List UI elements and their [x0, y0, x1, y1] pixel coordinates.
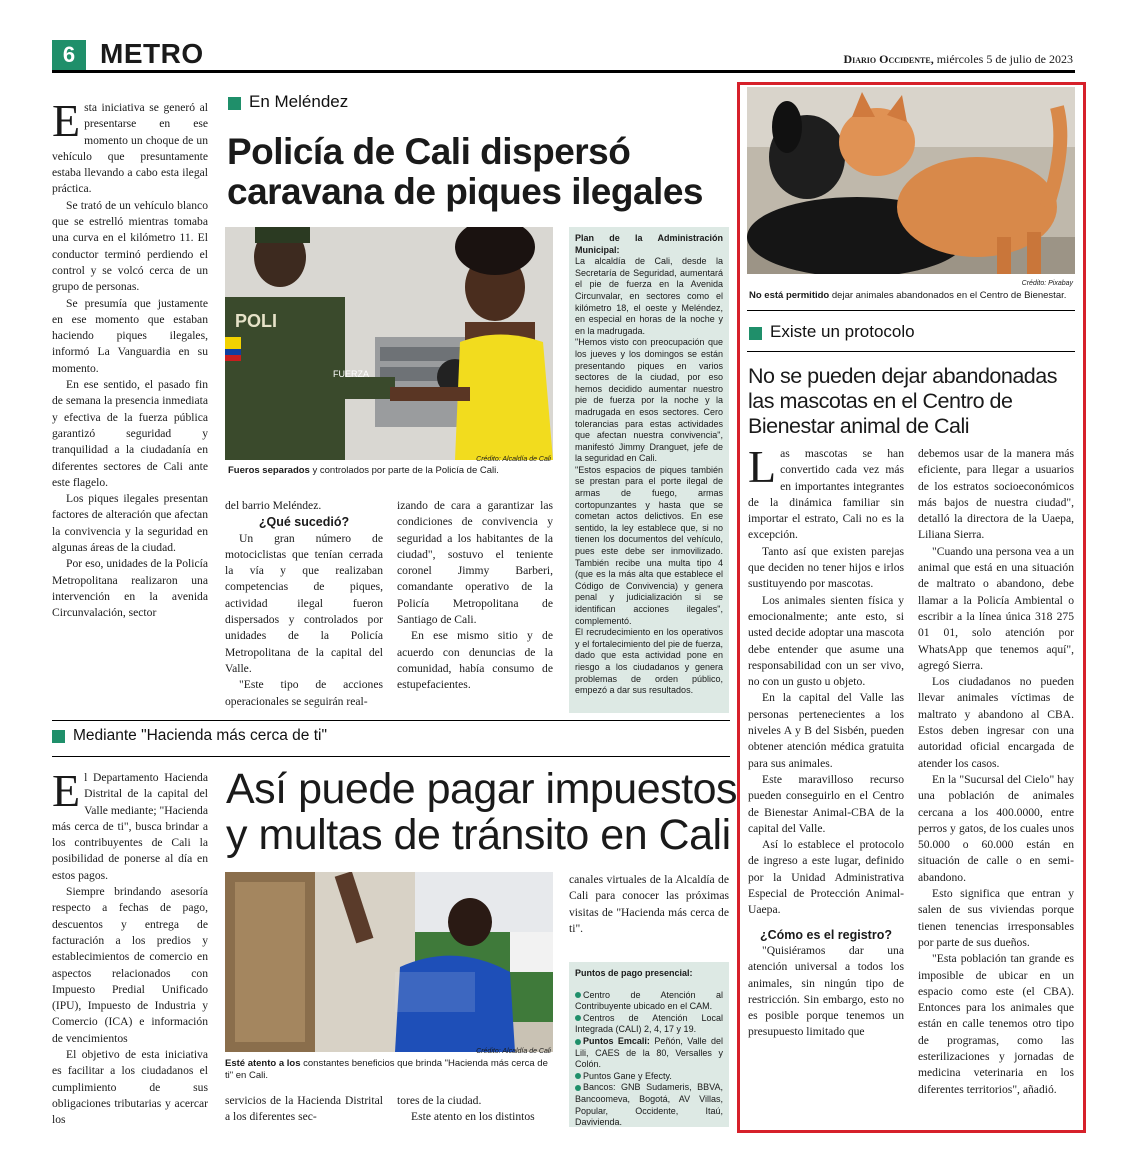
hacienda-photo-illustration: [225, 872, 553, 1052]
story3-headline: No se pueden dejar abandonadas las mascotas en el Centro de Bienestar animal de Cali: [748, 364, 1057, 438]
story1-subhead: ¿Qué sucedió?: [258, 515, 350, 530]
kicker-square-icon: [749, 327, 762, 340]
story1-photo-credit: Crédito: Alcaldía de Cali: [476, 456, 551, 463]
story3-col1: Las mascotas se han convertido cada vez más en importantes integrantes de la dinámica familiar sin importar el estrato, Cali no es la excepción. Tanto así que existen parejas que deciden no tener hijos e irlos sustituyendo por mascotas. Los animales sienten física y emocionalmente; ante esto, si usted decide adoptar una mascota debe entender que asume una responsabilidad con un ser vivo, no con un gusto u objeto. En la capital del Valle las personas pertenecientes a los niveles A y B del Sisbén, pueden obtener atención médica gratuita para sus animales. Este maravilloso recurso pueden conseguirlo en el Centro de Bienestar Animal-CBA de la capital del Valle. Así lo establece el protocolo de ingreso a este lugar, definido por la Unidad Administrativa Especial de Protección Animal-Uaepa. ¿Cómo es el registro? "Quisiéramos dar una atención universal a todos los animales, sin ningún tipo de restricción. Sin embargo, esto no es posible porque tenemos un presupuesto limitado que: [748, 441, 904, 1039]
payment-point-item: Puntos Gane y Efecty.: [575, 1071, 723, 1083]
story1-mid-column: del barrio Meléndez. ¿Qué sucedió? Un gran número de motociclistas que tenían cerrada la vía y que realizaban competencias de piques, actividad ilegal fueron dispersados y controlados por unidades de la Policía Metropolitana de la capital del Valle. "Este tipo de acciones operacionales se seguirán real-: [225, 499, 383, 708]
story2-right-column: canales virtuales de la Alcaldía de Cali para conocer las próximas visitas de "Hacienda más cerca de ti".: [569, 873, 729, 935]
bullet-icon: [575, 992, 581, 998]
story3-kicker: Existe un protocolo: [749, 322, 915, 342]
payment-point-item: Bancos: GNB Sudameris, BBVA, Bancoomeva, Bogotá, AV Villas, Popular, Occidente, Itaú, Davivienda.: [575, 1082, 723, 1128]
story3-kicker-rule: [747, 351, 1075, 352]
masthead-date: [843, 52, 1073, 67]
issue-date: miércoles 5 de julio de 2023: [936, 52, 1073, 66]
hacienda-photo: [225, 872, 553, 1052]
bullet-icon: [575, 1085, 581, 1091]
police-photo-illustration: [225, 227, 553, 460]
page-number: 6: [62, 42, 76, 67]
page-number-badge: [52, 40, 86, 70]
payment-point-item: Centro de Atención al Contribuyente ubicado en el CAM.: [575, 989, 723, 1012]
story2-kicker-rule: [52, 756, 730, 757]
header-rule: [52, 70, 1075, 73]
newspaper-name: Diario Occidente,: [843, 52, 934, 66]
pets-photo-illustration: [747, 87, 1075, 274]
story1-left-column: Esta iniciativa se generó al presentarse en ese momento un choque de un vehículo que presuntamente estaba llevando a cabo esta ilegal práctica. Se trató de un vehículo blanco que se estrelló mientras tomaba una curva en el kilómetro 11. El conductor terminó perdiendo el control y se volcó cerca de un grupo de personas. Se presumía que justamente en ese momento que estaban haciendo piques ilegales, informó La Vanguardia en su momento. En ese sentido, el pasado fin de semana la presencia inmediata y efectiva de la fuerza pública garantizó seguridad y tranquilidad a la ciudadanía en diferentes sectores de Cali ante este flagelo. Los piques ilegales presentan factores de alteración que afectan la convivencia y la seguridad en algunas áreas de la ciudad. Por eso, unidades de la Policía Metropolitana realizaron una intervención en la avenida Circunvalación, sector: [52, 95, 208, 620]
story3-caption-rule: [747, 310, 1075, 311]
story1-headline: Policía de Cali dispersó caravana de piques ilegales: [227, 131, 703, 212]
payment-point-item: Centros de Atención Local Integrada (CALI) 2, 4, 17 y 19.: [575, 1012, 723, 1035]
story1-right-column: izando de cara a garantizar las condiciones de convivencia y seguridad a los habitantes de la ciudad", sostuvo el teniente coronel Jimmy Barberi, comandante operativo de la Policía Metropolitana de Santiago de Cali. En ese mismo sitio y de acuerdo con denuncias de la comunidad, había consumo de estupefacientes.: [397, 499, 553, 692]
payment-point-item: Puntos Emcali: Peñón, Valle del Lili, CAES de la 80, Versalles y Colón.: [575, 1035, 723, 1070]
story2-caption: Esté atento a los constantes beneficios que brinda "Hacienda más cerca de ti" en Cali.: [225, 1058, 548, 1081]
story2-sidebar: [569, 962, 729, 1127]
payment-points-list: [575, 990, 723, 1129]
bullet-icon: [575, 1015, 581, 1021]
story-divider: [52, 720, 730, 721]
story2-left-column: El Departamento Hacienda Distrital de la capital del Valle mediante; "Hacienda más cerca de ti", busca brindar a los contribuyentes de Cali la posibilidad de ponerse al día en estos pagos. Siempre brindando asesoría respecto a fechas de pago, descuentos y entrega de facturación a los predios y establecimientos de comercio en aspectos relacionados con Impuesto Predial Unificado (IPU), Impuesto de Industria y Comercio (ICA) e información de vencimientos El objetivo de esta iniciativa es facilitar a los ciudadanos el cumplimiento de sus obligaciones tributarias y acercar los: [52, 765, 208, 1127]
section-title: METRO: [100, 38, 204, 69]
story3-col2: debemos usar de la manera más eficiente, para llegar a usuarios de los estratos socioeconómicos más bajos de nuestra ciudad", detalló la directora de la Uaepa, Liliana Sierra. "Cuando una persona vea a un animal que está en una situación de maltrato o abandono, debe llamar a la Policía Ambiental o escribir a la línea única 318 275 01 01, solo atención por WhatsApp que tenemos aquí", agregó Sierra. Los ciudadanos no pueden llevar animales víctimas de maltrato y abandono al CBA. Estos deben ingresar con una autoridad oficial encargada de atender los casos. En la "Sucursal del Cielo" hay una población de animales cercana a los 400.0000, entre perros y gatos, de los cuales unos 50.000 o 60.000 están en situación de calle o en semi-abandono. Esto significa que entran y salen de sus viviendas porque tienen tenencias irresponsables por parte de sus dueños. "Esta población tan grande es imposible de ubicar en un espacio como este (el CBA). Entonces para los animales que están en calle tenemos otro tipo de programas, como las esterilizaciones y jornadas de medicina veterinaria en los diferentes territorios", añadió.: [918, 447, 1074, 1096]
bullet-icon: [575, 1039, 581, 1045]
story1-sidebar: Plan de la Administración Municipal: La alcaldía de Cali, desde la Secretaría de Seguridad, aumentará el pie de fuerza en la Avenida Circunvalar, en sectores como el kilómetro 18, el oeste y Meléndez, en especial en horas de la noche y en la madrugada. "Hemos visto con preocupación que los jueves y los domingos se están presentando piques en varios sectores de la ciudad, por eso hemos decidido aumentar nuestro pie de fuerza por la noche y la madrugada en esos sectores. Cero tolerancias para estas actividades que afectan nuestra convivencia", manifestó Jimmy Dranguet, jefe de la seguridad en Cali. "Estos espacios de piques también se prestan para el porte ilegal de armas de fuego, armas cortopunzantes y hasta que se cometan actos delictivos. En ese sentido, la ley establece que, si no tienen los documentos del vehículo, pues este debe ser inmovilizado. También recibe una multa tipo 4 (que es la más alta que establece el Código de Convivencia) y genera penal y judicialización si se identifican acciones ilegales", complementó. El recrudecimiento en los operativos y el fortalecimiento del pie de fuerza, dado que esta actividad pone en riesgo a los ciudadanos y genera problemas de orden público, empezó a dar sus resultados.: [569, 227, 729, 713]
story2-bottom-col1: servicios de la Hacienda Distrital a los diferentes sec-: [225, 1094, 383, 1124]
story2-bottom-col2: tores de la ciudad. Este atento en los distintos: [397, 1094, 535, 1124]
bullet-icon: [575, 1073, 581, 1079]
svg-text:FUERZA: FUERZA: [333, 369, 369, 379]
police-photo: [225, 227, 553, 460]
svg-text:POLI: POLI: [235, 311, 278, 331]
story2-headline: Así puede pagar impuestos y multas de tránsito en Cali: [226, 765, 737, 859]
story2-kicker: Mediante "Hacienda más cerca de ti": [52, 727, 327, 745]
kicker-square-icon: [228, 97, 241, 110]
kicker-square-icon: [52, 730, 65, 743]
story3-photo-credit: Crédito: Pixabay: [1021, 280, 1073, 287]
story2-photo-credit: Crédito: Alcaldía de Cali: [476, 1048, 551, 1055]
pets-photo: [747, 87, 1075, 274]
story1-caption: Fueros separados y controlados por parte de la Policía de Cali.: [228, 465, 499, 476]
sidebar-title: Plan de la Administración Municipal:: [575, 233, 723, 255]
story3-subhead: ¿Cómo es el registro?: [760, 927, 892, 942]
sidebar-title: Puntos de pago presencial:: [575, 968, 693, 978]
story1-kicker: En Meléndez: [228, 92, 348, 112]
story3-caption: No está permitido dejar animales abandonados en el Centro de Bienestar.: [749, 290, 1067, 301]
